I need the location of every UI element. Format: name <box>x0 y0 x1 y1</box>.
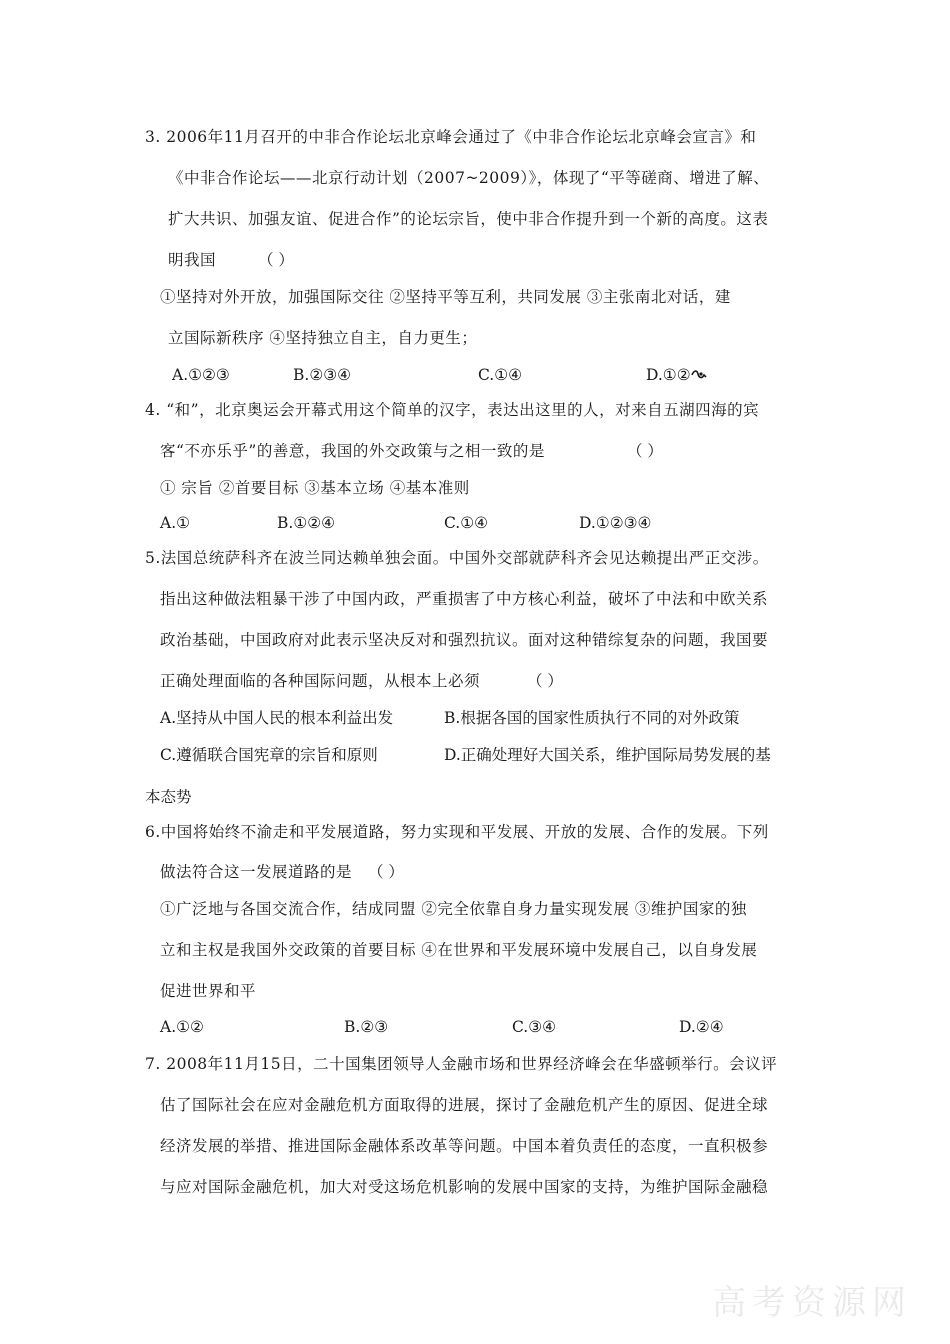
q5-line-1: 5.法国总统萨科齐在波兰同达赖单独会面。中国外交部就萨科齐会见达赖提出严正交涉。 <box>145 549 769 567</box>
q5-option-c: C.遵循联合国宪章的宗旨和原则 <box>160 746 378 764</box>
q6-line-3: ①广泛地与各国交流合作，结成同盟 ②完全依靠自身力量实现发展 ③维护国家的独 <box>160 900 747 918</box>
q3-line-4: 明我国 <box>168 251 217 269</box>
q6-line-5: 促进世界和平 <box>160 982 257 1000</box>
q4-option-a: A.① <box>160 514 191 532</box>
q3-line-6: 立国际新秩序 ④坚持独立自主，自力更生； <box>168 329 478 347</box>
q5-option-a: A.坚持从中国人民的根本利益出发 <box>160 709 394 727</box>
q7-line-3: 经济发展的举措、推进国际金融体系改革等问题。中国本着负责任的态度，一直积极参 <box>160 1137 769 1155</box>
q3-option-a: A.①②③ <box>172 366 230 384</box>
q4-line-1: 4. “和”，北京奥运会开幕式用这个简单的汉字，表达出这里的人，对来自五湖四海的宾 <box>145 401 760 419</box>
q6-line-4: 立和主权是我国外交政策的首要目标 ④在世界和平发展环境中发展自己，以自身发展 <box>160 941 758 959</box>
q6-option-b: B.②③ <box>344 1018 389 1036</box>
q3-option-b: B.②③④ <box>293 366 352 384</box>
q4-option-d: D.①②③④ <box>579 514 652 532</box>
q3-option-d-text: D.①② <box>646 366 691 384</box>
q5-line-3: 政治基础，中国政府对此表示坚决反对和强烈抗议。面对这种错综复杂的问题，我国要 <box>160 631 769 649</box>
q4-line-3: ① 宗旨 ②首要目标 ③基本立场 ④基本准则 <box>160 479 470 497</box>
q3-option-c: C.①④ <box>478 366 523 384</box>
q3-line-1: 3. 2006年11月召开的中非合作论坛北京峰会通过了《中非合作论坛北京峰会宣言》和 <box>145 128 757 146</box>
q4-option-b: B.①②④ <box>277 514 336 532</box>
q6-line-1: 6.中国将始终不渝走和平发展道路，努力实现和平发展、开放的发展、合作的发展。下列 <box>145 823 769 841</box>
q6-option-d: D.②④ <box>679 1018 724 1036</box>
q3-line-2: 《中非合作论坛——北京行动计划（2007~2009）》，体现了“平等磋商、增进了解、 <box>168 169 770 187</box>
q6-option-a: A.①② <box>160 1018 204 1036</box>
q3-line-5: ①坚持对外开放，加强国际交往 ②坚持平等互利，共同发展 ③主张南北对话，建 <box>160 288 731 306</box>
q6-answer-paren: （ ） <box>368 863 404 881</box>
q4-line-2: 客“不亦乐乎”的善意，我国的外交政策与之相一致的是 <box>160 442 545 460</box>
q5-option-b: B.根据各国的国家性质执行不同的对外政策 <box>444 709 740 727</box>
q6-line-2: 做法符合这一发展道路的是 <box>160 863 353 881</box>
q3-option-d <box>646 364 707 386</box>
q3-line-3: 扩大共识、加强友谊、促进合作”的论坛宗旨，使中非合作提升到一个新的高度。这表 <box>168 210 769 228</box>
q5-option-d: D.正确处理好大国关系，维护国际局势发展的基 <box>444 746 771 764</box>
q7-line-4: 与应对国际金融危机，加大对受这场危机影响的发展中国家的支持，为维护国际金融稳 <box>160 1178 769 1196</box>
watermark: 高考资源网 <box>712 1283 912 1323</box>
q3-answer-paren: （ ） <box>258 251 294 269</box>
q4-option-c: C.①④ <box>444 514 489 532</box>
q5-line-4: 正确处理面临的各种国际问题，从根本上必须 <box>160 672 481 690</box>
q5-line-2: 指出这种做法粗暴干涉了中国内政，严重损害了中方核心利益，破坏了中法和中欧关系 <box>160 590 769 608</box>
q7-line-2: 估了国际社会在应对金融危机方面取得的进展，探讨了金融危机产生的原因、促进全球 <box>160 1096 769 1114</box>
q5-answer-paren: （ ） <box>527 672 563 690</box>
q4-answer-paren: （ ） <box>627 442 663 460</box>
q7-line-1: 7. 2008年11月15日，二十国集团领导人金融市场和世界经济峰会在华盛顿举行。会议评 <box>145 1055 778 1073</box>
q6-option-c: C.③④ <box>512 1018 557 1036</box>
q5-option-d-continued: 本态势 <box>145 788 192 806</box>
scribble-mark-icon <box>691 369 707 381</box>
